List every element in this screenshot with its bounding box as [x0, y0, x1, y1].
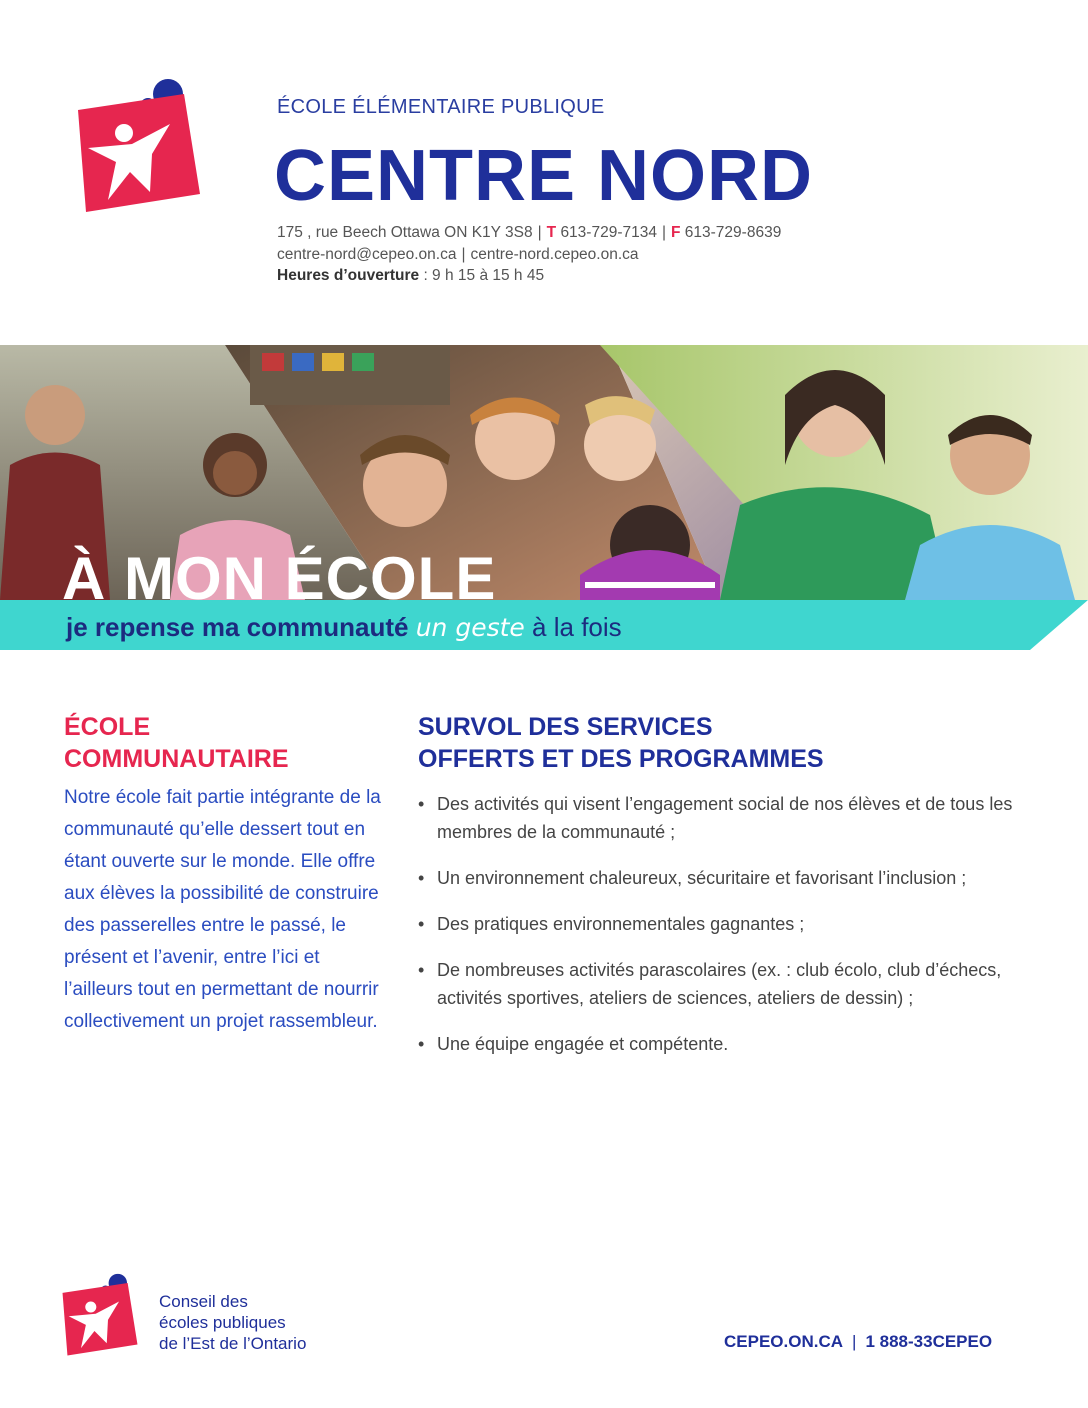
- contact-line-hours: [277, 265, 781, 287]
- section-title-community: [64, 711, 289, 775]
- list-item: [418, 910, 1028, 938]
- list-item-text: Des activités qui visent l’engagement social de nos élèves et de tous les membres de la communauté ;: [437, 794, 1013, 842]
- list-item: [418, 1030, 1028, 1058]
- section-title-services: [418, 711, 824, 775]
- cepeo-footer-logo-icon: [60, 1272, 140, 1358]
- slogan-end: à la fois: [532, 612, 622, 642]
- bullet-icon: •: [418, 960, 425, 980]
- school-name: CENTRE NORD: [274, 136, 814, 216]
- contact-line-web: centre-nord@cepeo.on.ca | centre-nord.cepeo.on.ca: [277, 245, 639, 263]
- fax: 613-729-8639: [684, 224, 782, 241]
- contact-block: [277, 222, 781, 287]
- phone-label: T: [546, 224, 557, 241]
- bullet-icon: •: [418, 914, 425, 934]
- footer-website-link[interactable]: CEPEO.ON.CA: [724, 1332, 844, 1351]
- hours: : 9 h 15 à 15 h 45: [419, 267, 545, 284]
- title-line: OFFERTS ET DES PROGRAMMES: [418, 745, 824, 773]
- footer-phone[interactable]: 1 888-33CEPEO: [865, 1332, 993, 1351]
- bullet-icon: •: [418, 868, 425, 888]
- hours-label: Heures d’ouverture: [277, 267, 420, 284]
- website-link[interactable]: centre-nord.cepeo.on.ca: [470, 245, 639, 263]
- title-line: SURVOL DES SERVICES: [418, 713, 713, 741]
- services-list: [418, 790, 1028, 1076]
- slogan-bold: je repense ma communauté: [66, 612, 409, 642]
- org-line: de l’Est de l’Ontario: [159, 1334, 307, 1353]
- list-item: [418, 790, 1028, 846]
- footer-organization: [159, 1291, 306, 1354]
- address: 175 , rue Beech Ottawa ON K1Y 3S8: [277, 224, 533, 241]
- contact-line-address: 175 , rue Beech Ottawa ON K1Y 3S8 | T 613-729-7134 | F 613-729-8639: [277, 224, 782, 241]
- title-line: ÉCOLE: [64, 713, 151, 741]
- org-line: Conseil des: [159, 1292, 248, 1311]
- org-line: écoles publiques: [159, 1313, 286, 1332]
- list-item-text: De nombreuses activités parascolaires (ex. : club écolo, club d’échecs, activités sportives, ateliers de sciences, ateliers de dessin) ;: [437, 960, 1002, 1008]
- footer-contact: CEPEO.ON.CA | 1 888-33CEPEO: [724, 1332, 993, 1351]
- phone[interactable]: 613-729-7134: [560, 224, 657, 241]
- title-line: COMMUNAUTAIRE: [64, 745, 289, 773]
- banner-headline: À MON ÉCOLE: [62, 545, 497, 612]
- banner-slogan: [66, 611, 622, 644]
- list-item-text: Une équipe engagée et compétente.: [437, 1034, 729, 1054]
- school-type: ÉCOLE ÉLÉMENTAIRE PUBLIQUE: [277, 96, 605, 118]
- list-item-text: Des pratiques environnementales gagnantes ;: [437, 914, 805, 934]
- slogan-script: un geste: [415, 613, 525, 642]
- list-item-text: Un environnement chaleureux, sécuritaire et favorisant l’inclusion ;: [437, 868, 967, 888]
- bullet-icon: •: [418, 794, 425, 814]
- email-link[interactable]: centre-nord@cepeo.on.ca: [277, 245, 457, 263]
- community-description: Notre école fait partie intégrante de la communauté qu’elle dessert tout en étant ouverte sur le monde. Elle offre aux élèves la possibilité de construire des passerelles entre le passé, le présent et l’avenir, entre l’ici et l’ailleurs tout en permettant de nourrir collectivement un projet rassembleur.: [64, 787, 381, 1032]
- cepeo-logo-icon: [74, 76, 204, 216]
- list-item: [418, 956, 1028, 1012]
- bullet-icon: •: [418, 1034, 425, 1054]
- fax-label: F: [671, 224, 681, 241]
- list-item: [418, 864, 1028, 892]
